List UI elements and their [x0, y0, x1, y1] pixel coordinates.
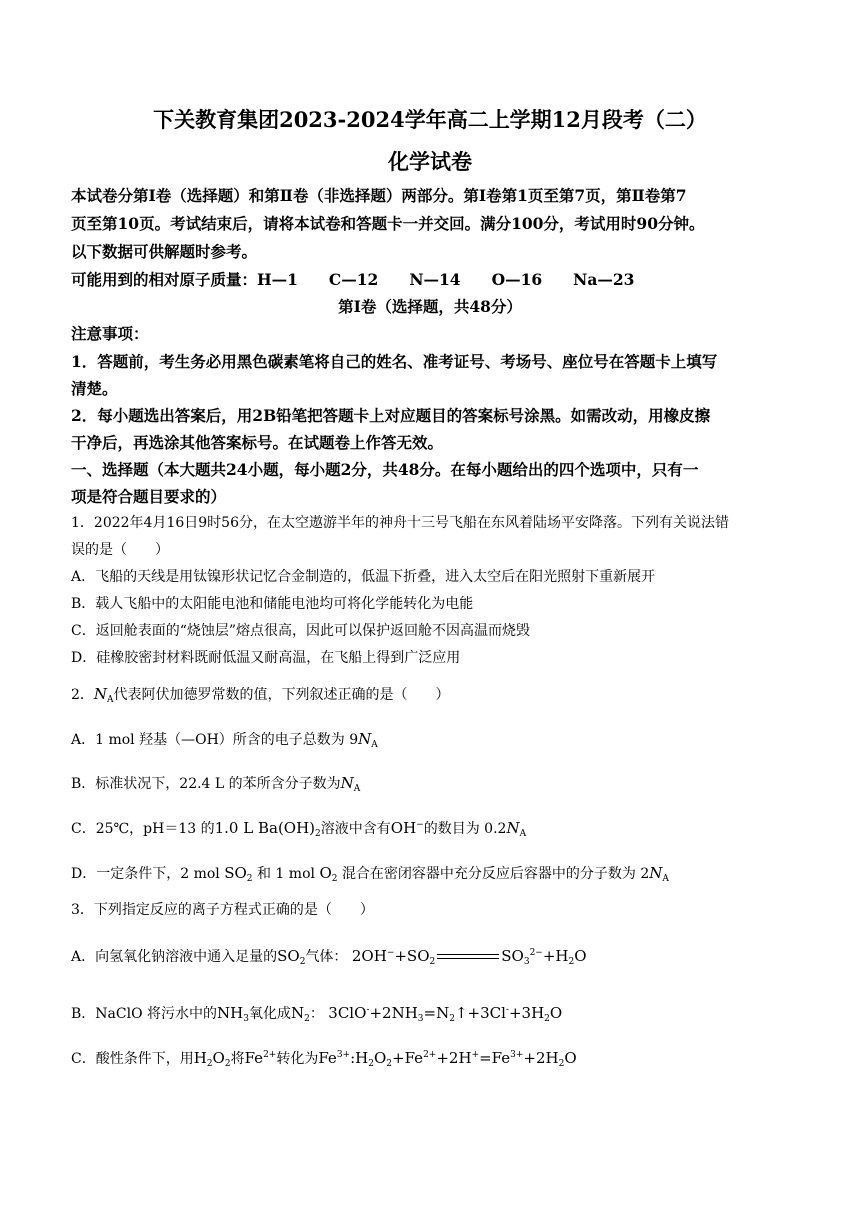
q2-option-b: B．标准状况下，22.4 L 的苯所含分子数为$N_A$	[71, 774, 361, 794]
equals-arrow-icon	[437, 953, 499, 961]
section-heading-a: 一、选择题（本大题共24小题，每小题2分，共48分。在每小题给出的四个选项中，只有一	[71, 460, 699, 479]
notes-title: 注意事项：	[71, 324, 149, 343]
q1-option-d: D．硅橡胶密封材料既耐低温又耐高温，在飞船上得到广泛应用	[71, 650, 461, 666]
section-heading-b: 项是符合题目要求的）	[71, 487, 227, 506]
q1-stem-a: 1．2022年4月16日9时56分，在太空遨游半年的神舟十三号飞船在东风着陆场平安降落。下列有关说法错	[71, 515, 729, 531]
q3-option-a: A．向氢氧化钠溶液中通入足量的$SO_2$气体： $2OH^-+SO_2$ $SO_3^{2-}+H_2O$	[71, 947, 587, 967]
q3a-equation: $2OH^-+SO_2$ $SO_3^{2-}+H_2O$	[351, 947, 587, 967]
q3-stem: 3．下列指定反应的离子方程式正确的是（ ）	[71, 902, 374, 918]
q3c-equation: $Fe^{3+}:H_2O_2+Fe^{2+}+2H^+=Fe^{3+}+2H_2O$	[318, 1049, 577, 1069]
part1-heading: 第Ⅰ卷（选择题，共48分）	[338, 297, 522, 316]
q3-option-b: B．NaClO 将污水中的$NH_3$氧化成$N_2$： $3ClO^-+2NH_3=N_2↑+3Cl^-+3H_2O$	[71, 1004, 563, 1024]
q3-option-c: C．酸性条件下，用$H_2O_2$将$Fe^{2+}$转化为$Fe^{3+}:H_2O_2+Fe^{2+}+2H^+=Fe^{3+}+2H_2O$	[71, 1049, 577, 1069]
q1-stem-b: 误的是（ ）	[71, 542, 169, 558]
intro-line-1: 本试卷分第Ⅰ卷（选择题）和第Ⅱ卷（非选择题）两部分。第Ⅰ卷第1页至第7页，第Ⅱ卷第7	[71, 186, 687, 205]
exam-title: 下关教育集团2023-2024学年高二上学期12月段考（二）	[153, 107, 707, 132]
note-2-line-a: 2．每小题选出答案后，用2B铅笔把答题卡上对应题目的答案标号涂黑。如需改动，用橡皮擦	[71, 406, 711, 425]
q1-option-a: A．飞船的天线是用钛镍形状记忆合金制造的，低温下折叠，进入太空后在阳光照射下重新展开	[71, 569, 656, 585]
exam-subtitle: 化学试卷	[388, 149, 472, 174]
intro-line-3: 以下数据可供解题时参考。	[71, 242, 258, 261]
note-2-line-b: 干净后，再选涂其他答案标号。在试题卷上作答无效。	[71, 433, 444, 452]
q1-option-b: B．载人飞船中的太阳能电池和储能电池均可将化学能转化为电能	[71, 596, 474, 612]
q2-option-d: D．一定条件下，2 mol $SO_2$ 和 1 mol $O_2$ 混合在密闭容器中充分反应后容器中的分子数为 $2N_A$	[71, 864, 669, 884]
q2-option-a: A．1 mol 羟基（—OH）所含的电子总数为 $9N_A$	[71, 730, 378, 750]
q1-option-c: C．返回舱表面的“烧蚀层”熔点很高，因此可以保护返回舱不因高温而烧毁	[71, 623, 531, 639]
q3b-equation: $3ClO^-+2NH_3=N_2↑+3Cl^-+3H_2O$	[328, 1004, 563, 1024]
intro-line-2: 页至第10页。考试结束后，请将本试卷和答题卡一并交回。满分100分，考试用时90分钟。	[71, 214, 705, 233]
note-1-line-a: 1．答题前，考生务必用黑色碳素笔将自己的姓名、准考证号、考场号、座位号在答题卡上填写	[71, 352, 718, 371]
q2-stem: 2．$N_A$代表阿伏加德罗常数的值，下列叙述正确的是（ ）	[71, 685, 450, 705]
q2-option-c: C．25℃，pH＝13 的1.0 L $Ba(OH)_2$溶液中含有OH−的数目为 $0.2N_A$	[71, 819, 527, 839]
note-1-line-b: 清楚。	[71, 379, 118, 398]
atomic-masses: 可能用到的相对原子质量：H—1 C—12 N—14 O—16 Na—23	[71, 270, 635, 289]
